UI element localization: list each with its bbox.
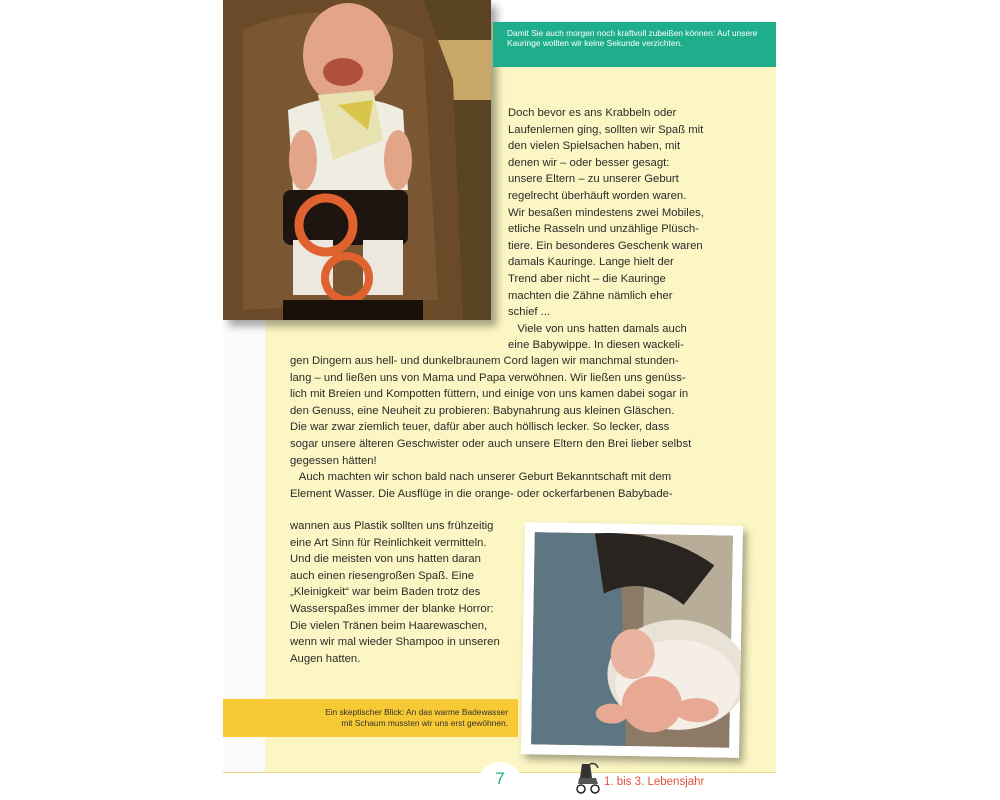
page-number: 7 — [479, 762, 521, 798]
baby-rocker-illustration — [223, 0, 491, 320]
text-column-right — [508, 105, 713, 354]
text-line: lang – und ließen uns von Mama und Papa verwöhnen. Wir ließen uns genüss- — [290, 371, 686, 384]
bottom-caption-line: mit Schaum mussten wir uns erst gewöhnen. — [341, 718, 508, 728]
bottom-caption-line: Ein skeptischer Blick: An das warme Badewasser — [325, 707, 508, 717]
text-line: Doch bevor es ans Krabbeln oder — [508, 107, 677, 119]
text-column-bottom — [290, 518, 518, 667]
text-line: machten die Zähne nämlich eher — [508, 289, 673, 302]
text-line: schief ... — [508, 306, 551, 319]
text-line: eine Art Sinn für Reinlichkeit vermitteln. — [290, 536, 487, 549]
text-line: Trend aber nicht – die Kauringe — [508, 272, 666, 285]
text-line: tiere. Ein besonderes Geschenk waren — [508, 239, 703, 252]
text-line: Wir besaßen mindestens zwei Mobiles, — [508, 206, 704, 219]
text-line: etliche Rasseln und unzählige Plüsch- — [508, 223, 699, 236]
text-line: gen Dingern aus hell- und dunkelbraunem Cord lagen wir manchmal stunden- — [290, 355, 679, 367]
stroller-icon — [576, 760, 602, 796]
text-line: wannen aus Plastik sollten uns frühzeitig — [290, 520, 494, 532]
text-line: damals Kauringe. Lange hielt der — [508, 256, 674, 269]
text-line: Laufenlernen ging, sollten wir Spaß mit — [508, 123, 704, 136]
text-line: auch einen riesengroßen Spaß. Eine — [290, 569, 475, 582]
text-line: Element Wasser. Die Ausflüge in die orange- oder ockerfarbenen Babybade- — [290, 487, 673, 500]
text-column-wide — [290, 353, 715, 502]
top-caption-text: Damit Sie auch morgen noch kraftvoll zubeißen können: Auf unsere Kauringe wollten wir keine Sekunde verzichten. — [507, 28, 758, 48]
text-line: eine Babywippe. In diesen wackeli- — [508, 339, 684, 352]
top-caption — [493, 22, 776, 67]
text-line: lich mit Breien und Kompotten füttern, und einige von uns kamen dabei sogar in — [290, 388, 689, 401]
text-line: sogar unsere älteren Geschwister oder auch unsere Eltern den Brei lieber selbst — [290, 437, 692, 450]
text-line: Und die meisten von uns hatten daran — [290, 553, 481, 566]
text-line: den Genuss, eine Neuheit zu probieren: Babynahrung aus kleinen Gläschen. — [290, 404, 675, 417]
text-line: gegessen hätten! — [290, 454, 377, 467]
text-line: Die war zwar ziemlich teuer, dafür aber auch höllisch lecker. So lecker, dass — [290, 421, 670, 434]
text-line: regelrecht überhäuft worden waren. — [508, 189, 687, 202]
bottom-caption — [223, 699, 518, 737]
baby-bath-photo — [521, 522, 743, 758]
text-line: Augen hatten. — [290, 652, 361, 665]
text-line: Viele von uns hatten damals auch — [508, 322, 687, 335]
text-line: Die vielen Tränen beim Haarewaschen, — [290, 619, 488, 632]
section-label: 1. bis 3. Lebensjahr — [604, 776, 705, 788]
text-line: denen wir – oder besser gesagt: — [508, 156, 670, 169]
text-line: den vielen Spielsachen haben, mit — [508, 140, 681, 153]
baby-rocker-photo — [223, 0, 491, 320]
text-line: Auch machten wir schon bald nach unserer Geburt Bekanntschaft mit dem — [290, 471, 672, 484]
text-line: wenn wir mal wieder Shampoo in unseren — [290, 636, 500, 649]
text-line: Wasserspaßes immer der blanke Horror: — [290, 602, 494, 615]
baby-bath-illustration — [521, 522, 743, 758]
text-line: unsere Eltern – zu unserer Geburt — [508, 173, 679, 186]
text-line: „Kleinigkeit“ war beim Baden trotz des — [290, 586, 481, 599]
